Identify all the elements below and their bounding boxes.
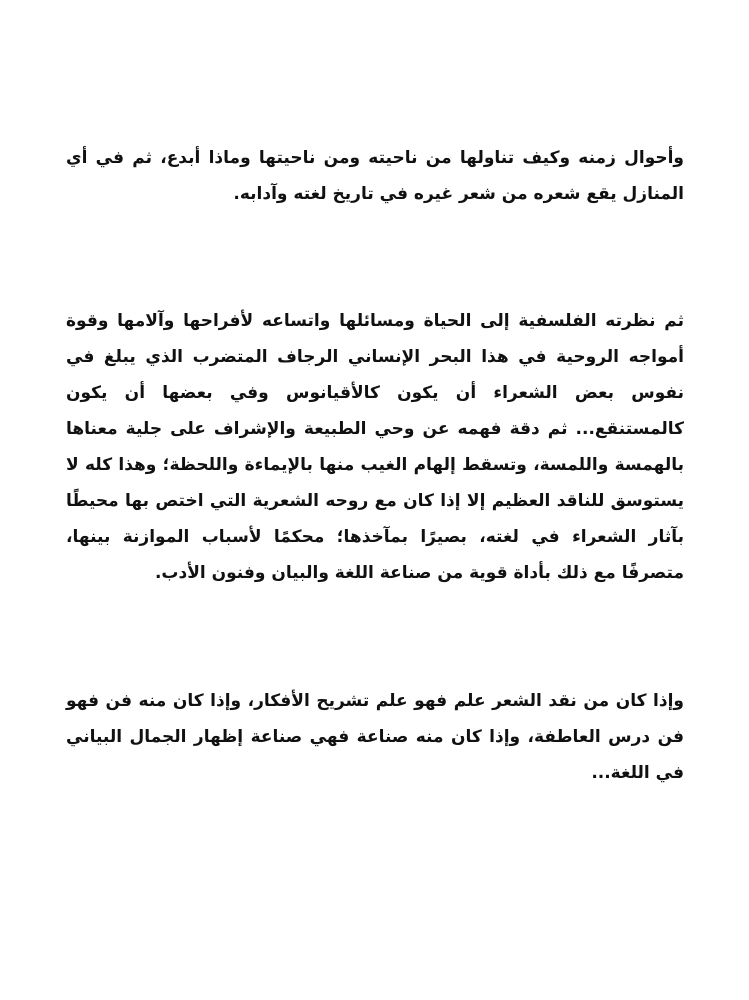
paragraph-3: وإذا كان من نقد الشعر علم فهو علم تشريح الأفكار، وإذا كان منه فن فهو فن درس العاطفة، وإذا كان منه صناعة فهي صناعة إظهار الجمال البياني في اللغة... (66, 691, 684, 783)
paragraph-1: وأحوال زمنه وكيف تناولها من ناحيته ومن ناحيتها وماذا أبدع، ثم في أي المنازل يقع شعره من شعر غيره في تاريخ لغته وآدابه. (66, 148, 684, 204)
paragraph-2: ثم نظرته الفلسفية إلى الحياة ومسائلها واتساعه لأفراحها وآلامها وقوة أمواجه الروحية في هذا البحر الإنساني الرجاف المتضرب الذي يبلغ في نفوس بعض الشعراء أن يكون كالأقيانوس وفي بعضها أن يكون كالمستنقع... ثم دقة فهمه عن وحي الطبيعة والإشراف على جلية معناها بالهمسة واللمسة، وتسقط إلهام الغيب منها بالإيماءة واللحظة؛ وهذا كله لا يستوسق للناقد العظيم إلا إذا كان مع روحه الشعرية التي اختص بها محيطًا بآثار الشعراء في لغته، بصيرًا بمآخذها؛ محكمًا لأسباب الموازنة بينها، متصرفًا مع ذلك بأداة قوية من صناعة اللغة والبيان وفنون الأدب. (66, 311, 684, 583)
